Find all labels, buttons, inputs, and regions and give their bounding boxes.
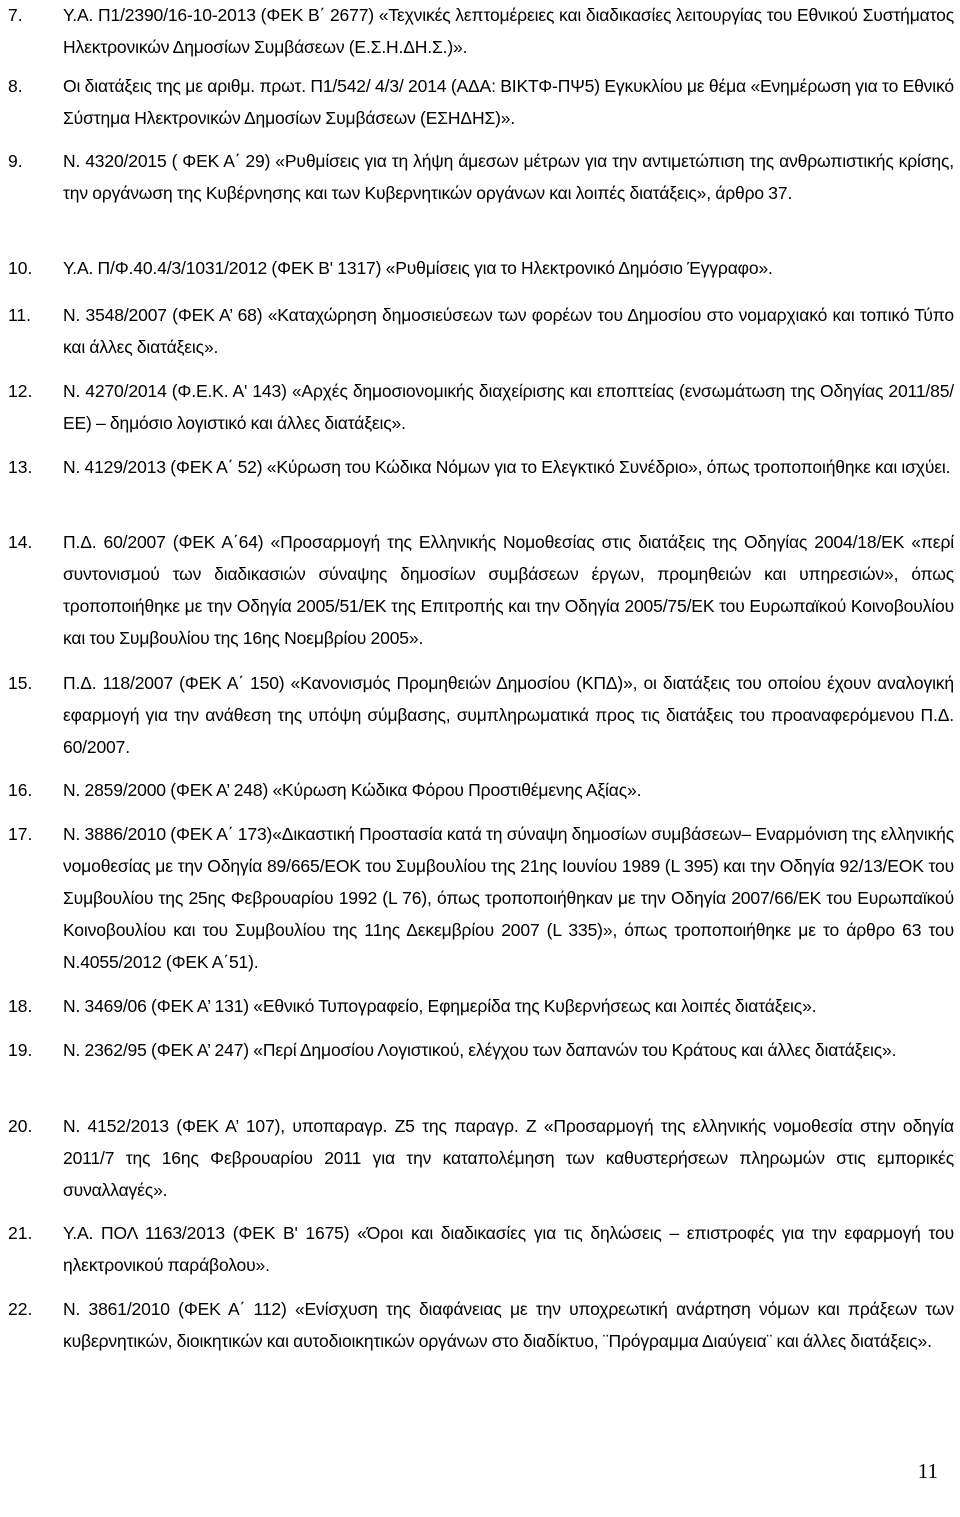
item-number: 9.	[8, 151, 23, 171]
item-number: 13.	[8, 457, 33, 477]
page-number: 11	[917, 1459, 938, 1483]
item-number: 12.	[8, 381, 33, 401]
item-text: Ν. 4129/2013 (ΦΕΚ Α΄ 52) «Κύρωση του Κώδικα Νόμων για το Ελεγκτικό Συνέδριο», όπως τροποποιήθηκε και ισχύει.	[63, 457, 951, 477]
item-text: Ν. 3861/2010 (ΦΕΚ Α΄ 112) «Ενίσχυση της διαφάνειας με την υποχρεωτική ανάρτηση νόμων και πράξεων των κυβερνητικών, διοικητικών και αυτοδιοικητικών οργάνων στο διαδίκτυο, ¨Πρόγραμμα Διαύγεια¨ και άλλες διατάξεις».	[63, 1299, 954, 1351]
item-number: 17.	[8, 824, 33, 844]
item-number: 14.	[8, 532, 33, 552]
item-number: 11.	[8, 305, 32, 325]
item-text: Υ.Α. ΠΟΛ 1163/2013 (ΦΕΚ Β' 1675) «Όροι και διαδικασίες για τις δηλώσεις – επιστροφές για την εφαρμογή του ηλεκτρονικού παράβολου».	[63, 1223, 954, 1275]
item-text: Ν. 4320/2015 ( ΦΕΚ Α΄ 29) «Ρυθμίσεις για τη λήψη άμεσων μέτρων για την αντιμετώπιση της ανθρωπιστικής κρίσης, την οργάνωση της Κυβέρνησης και των Κυβερνητικών οργάνων και λοιπές διατάξεις», άρθρο 37.	[63, 151, 954, 203]
item-text: Υ.Α. Π/Φ.40.4/3/1031/2012 (ΦΕΚ Β' 1317) «Ρυθμίσεις για το Ηλεκτρονικό Δημόσιο Έγγραφο».	[63, 258, 773, 278]
item-text: Ν. 4152/2013 (ΦΕΚ Α’ 107), υποπαραγρ. Ζ5 της παραγρ. Ζ «Προσαρμογή της ελληνικής νομοθεσία στην οδηγία 2011/7 της 16ης Φεβρουαρίου 2011 για την καταπολέμηση των καθυστερήσεων πληρωμών στις εμπορικές συναλλαγές».	[63, 1116, 954, 1200]
item-number: 16.	[8, 780, 33, 800]
item-text: Ν. 2362/95 (ΦΕΚ Α’ 247) «Περί Δημοσίου Λογιστικού, ελέγχου των δαπανών του Κράτους και άλλες διατάξεις».	[63, 1040, 897, 1060]
item-number: 15.	[8, 673, 33, 693]
item-text: Π.Δ. 60/2007 (ΦΕΚ Α΄64) «Προσαρμογή της Ελληνικής Νομοθεσίας στις διατάξεις της Οδηγίας 2004/18/ΕΚ «περί συντονισμού των διαδικασιών σύναψης δημοσίων συμβάσεων έργων, προμηθειών και υπηρεσιών», όπως τροποποιήθηκε με την Οδηγία 2005/51/ΕΚ της Επιτροπής και την Οδηγία 2005/75/ΕΚ του Ευρωπαϊκού Κοινοβουλίου και του Συμβουλίου της 16ης Νοεμβρίου 2005».	[63, 532, 954, 648]
item-text: Ν. 2859/2000 (ΦΕΚ Α’ 248) «Κύρωση Κώδικα Φόρου Προστιθέμενης Αξίας».	[63, 780, 642, 800]
item-number: 22.	[8, 1299, 33, 1319]
item-number: 19.	[8, 1040, 33, 1060]
item-text: Π.Δ. 118/2007 (ΦΕΚ Α΄ 150) «Κανονισμός Προμηθειών Δημοσίου (ΚΠΔ)», οι διατάξεις του οποίου έχουν αναλογική εφαρμογή για την ανάθεση της υπόψη σύμβασης, συμπληρωματικά προς τις διατάξεις του προαναφερόμενου Π.Δ. 60/2007.	[63, 673, 954, 757]
item-number: 21.	[8, 1223, 33, 1243]
item-number: 18.	[8, 996, 33, 1016]
item-text: Ν. 3886/2010 (ΦΕΚ Α΄ 173)«Δικαστική Προστασία κατά τη σύναψη δημοσίων συμβάσεων– Εναρμόνιση της ελληνικής νομοθεσίας με την Οδηγία 89/665/ΕΟΚ του Συμβουλίου της 21ης Ιουνίου 1989 (L 395) και την Οδηγία 92/13/ΕΟΚ του Συμβουλίου της 25ης Φεβρουαρίου 1992 (L 76), όπως τροποποιήθηκαν με την Οδηγία 2007/66/ΕΚ του Ευρωπαϊκού Κοινοβουλίου και του Συμβουλίου της 11ης Δεκεμβρίου 2007 (L 335)», όπως τροποποιήθηκε με το άρθρο 63 του Ν.4055/2012 (ΦΕΚ Α΄51).	[63, 824, 954, 972]
item-text: Ν. 4270/2014 (Φ.Ε.Κ. Α' 143) «Αρχές δημοσιονομικής διαχείρισης και εποπτείας (ενσωμάτωση της Οδηγίας 2011/85/ΕΕ) – δημόσιο λογιστικό και άλλες διατάξεις».	[63, 381, 954, 433]
item-number: 7.	[8, 5, 23, 25]
item-text: Υ.Α. Π1/2390/16-10-2013 (ΦΕΚ Β΄ 2677) «Τεχνικές λεπτομέρειες και διαδικασίες λειτουργίας του Εθνικού Συστήματος Ηλεκτρονικών Δημοσίων Συμβάσεων (Ε.Σ.Η.ΔΗ.Σ.)».	[63, 5, 954, 57]
item-text: Ν. 3469/06 (ΦΕΚ Α’ 131) «Εθνικό Τυπογραφείο, Εφημερίδα της Κυβερνήσεως και λοιπές διατάξεις».	[63, 996, 817, 1016]
item-text: Οι διατάξεις της με αριθμ. πρωτ. Π1/542/ 4/3/ 2014 (ΑΔΑ: ΒΙΚΤΦ-ΠΨ5) Εγκυκλίου με θέμα «Ενημέρωση για το Εθνικό Σύστημα Ηλεκτρονικών Δημοσίων Συμβάσεων (ΕΣΗΔΗΣ)».	[63, 76, 954, 128]
item-number: 20.	[8, 1116, 33, 1136]
item-text: Ν. 3548/2007 (ΦΕΚ Α’ 68) «Καταχώρηση δημοσιεύσεων των φορέων του Δημοσίου στο νομαρχιακό και τοπικό Τύπο και άλλες διατάξεις».	[63, 305, 954, 357]
item-number: 10.	[8, 258, 33, 278]
item-number: 8.	[8, 76, 23, 96]
